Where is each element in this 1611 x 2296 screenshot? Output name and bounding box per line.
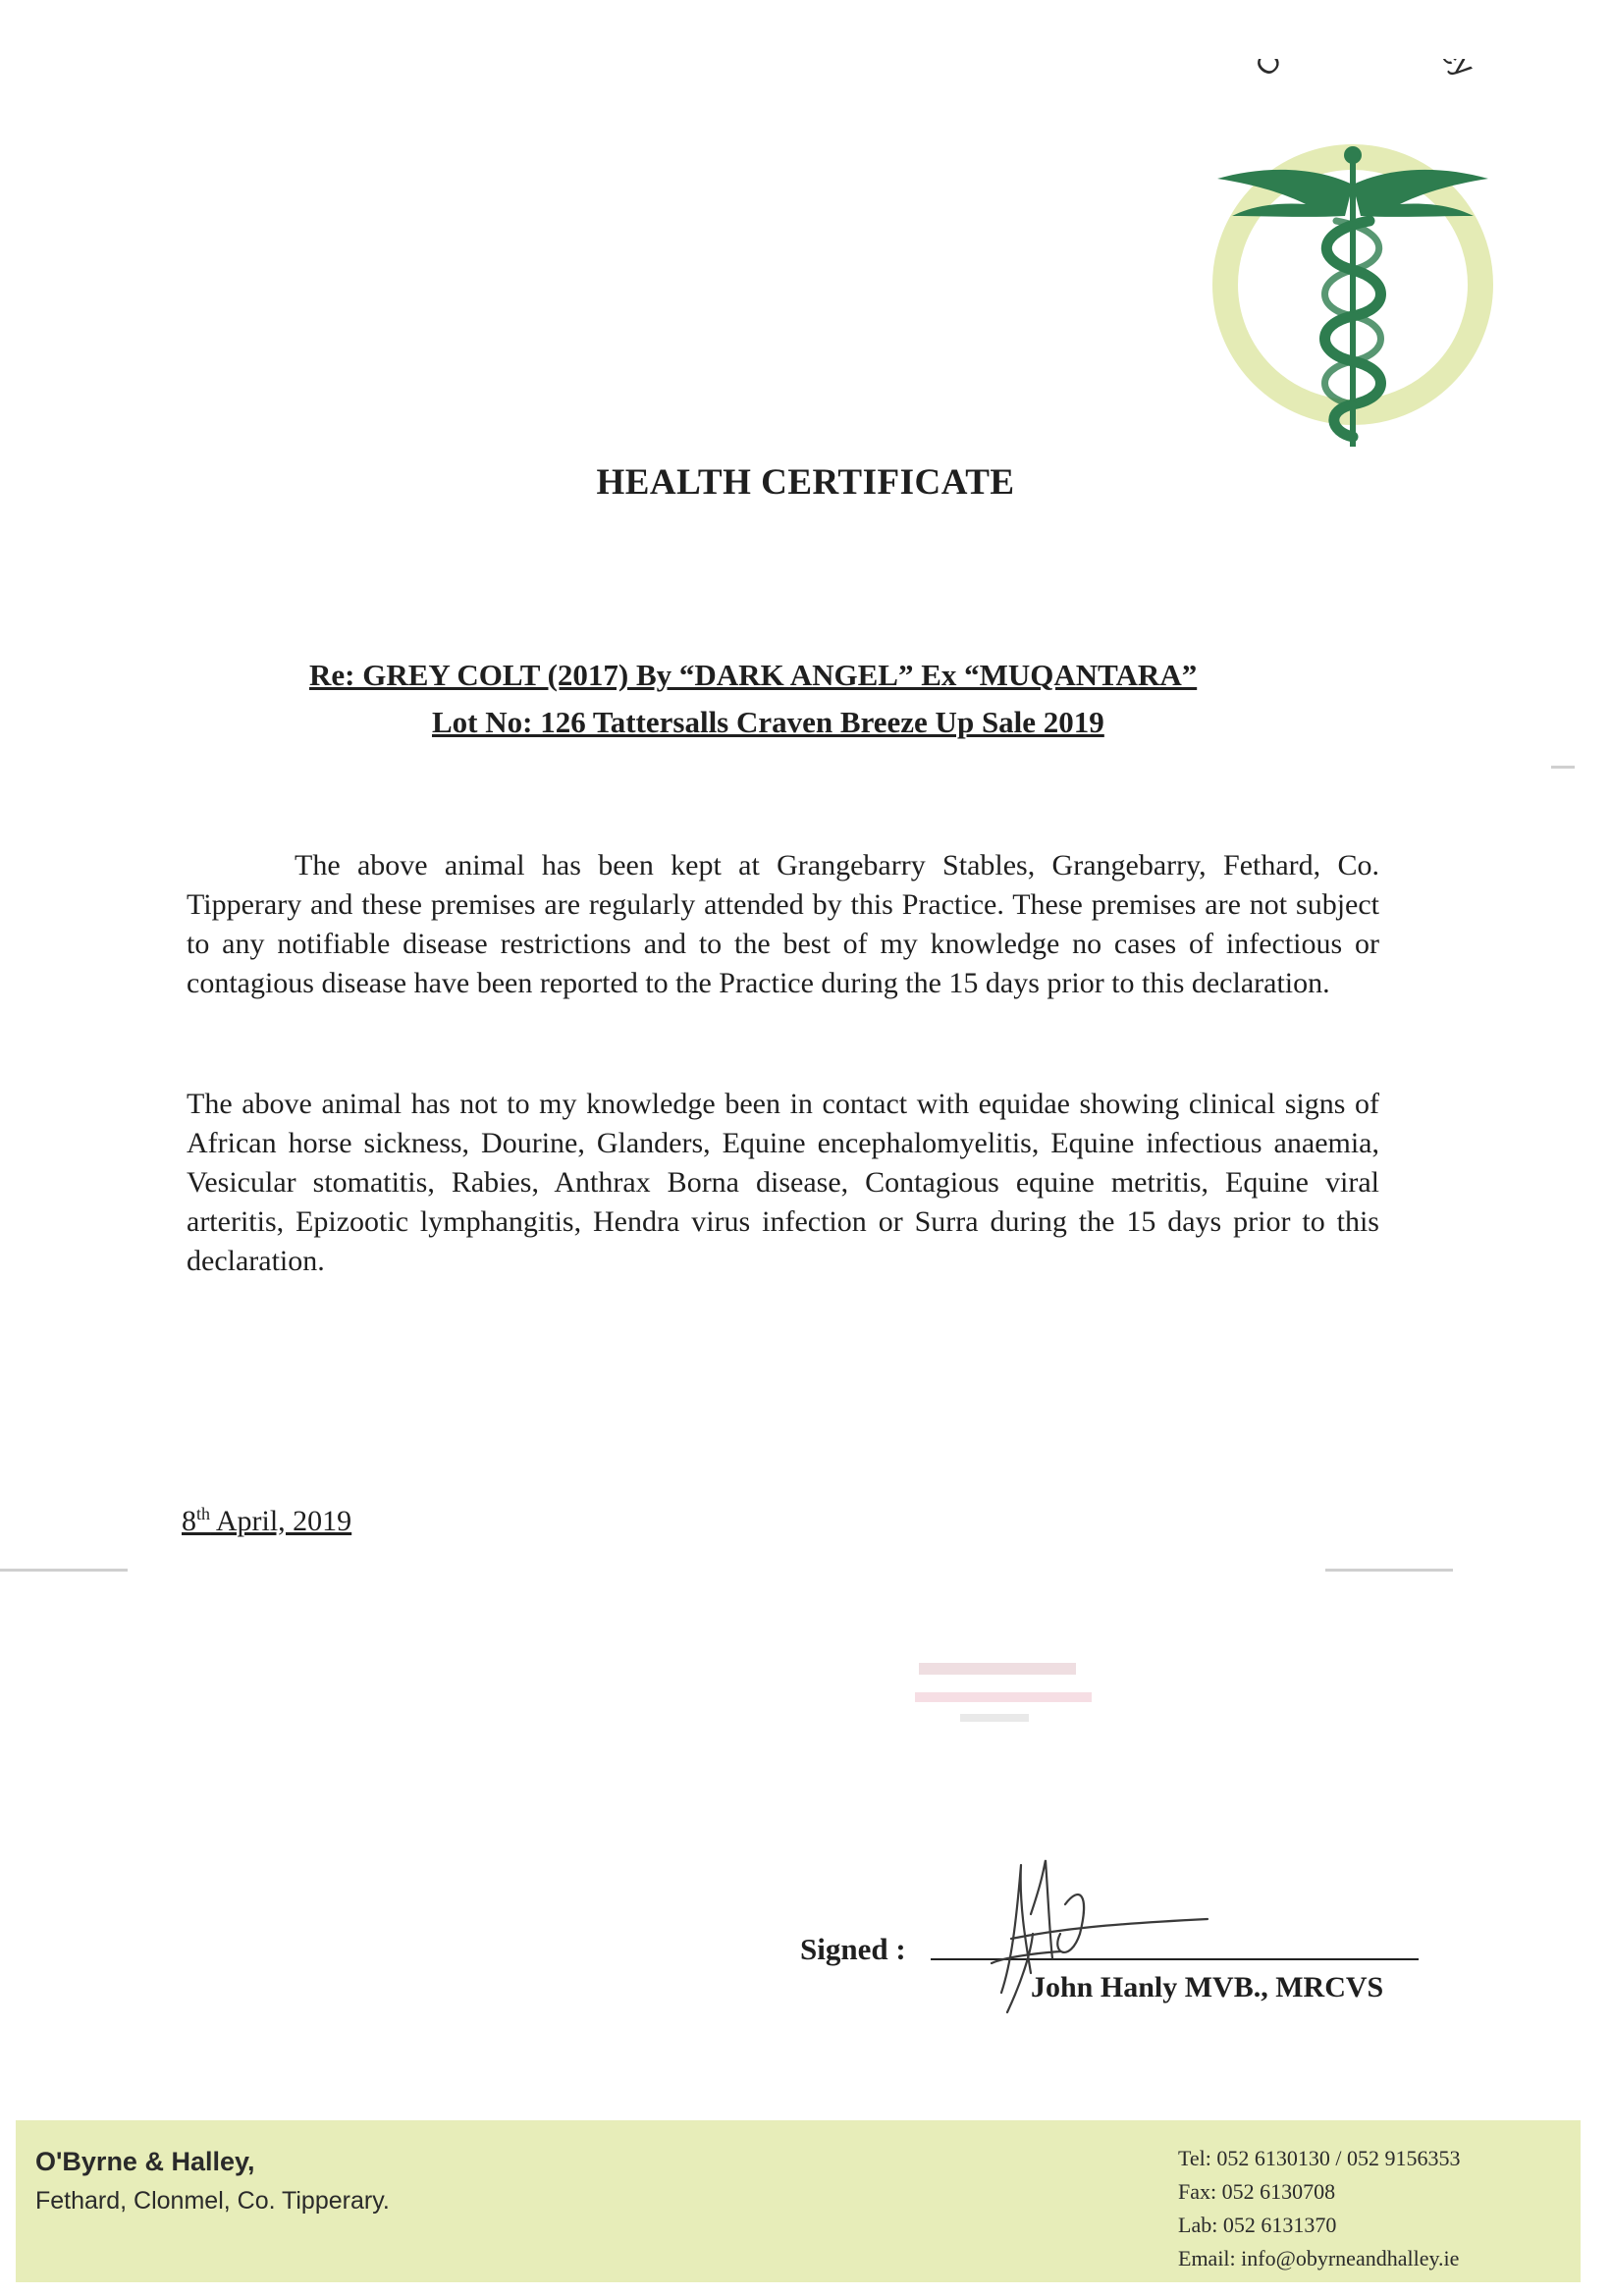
subject-line-horse: Re: GREY COLT (2017) By “DARK ANGEL” Ex “MUQANTARA” (309, 658, 1198, 692)
letterhead-logo (1198, 59, 1531, 471)
declaration-date (182, 1504, 351, 1538)
footer-fax: Fax: 052 6130708 (1178, 2179, 1336, 2204)
footer-address: Fethard, Clonmel, Co. Tipperary. (35, 2187, 390, 2215)
body-paragraph-contact: The above animal has not to my knowledge been in contact with equidae showing clinical signs of African horse sickness, Dourine, Glanders, Equine encephalomyelitis, Equine infectious anaemia, Vesicular stomatitis, Rabies, Anthrax Borna disease, Contagious equine metritis, Equine viral arteritis, Epizootic lymphangitis, Hendra virus infection or Surra during the 15 days prior to this declaration. (187, 1088, 1379, 1277)
subject-line-lot: Lot No: 126 Tattersalls Craven Breeze Up Sale 2019 (432, 705, 1104, 739)
scan-artifact (1325, 1569, 1453, 1572)
scan-artifact (1551, 766, 1575, 769)
document-title: HEALTH CERTIFICATE (596, 462, 1015, 503)
date-day: 8 (182, 1505, 196, 1537)
footer-tel: Tel: 052 6130130 / 052 9156353 (1178, 2146, 1461, 2170)
date-suffix: th (196, 1504, 211, 1523)
footer-practice-name: O'Byrne & Halley, (35, 2147, 255, 2176)
svg-text:O'Byrne & Halley (1249, 59, 1479, 82)
letterhead-footer (16, 2120, 1581, 2282)
faint-stamp (911, 1657, 1098, 1735)
caduceus-icon (1198, 59, 1531, 471)
scan-artifact (0, 1569, 128, 1572)
logo-text: O y (1249, 59, 1480, 83)
footer-contact-block (1178, 2142, 1461, 2275)
date-month-year: April, 2019 (210, 1505, 352, 1537)
signer-name: John Hanly MVB., MRCVS (1031, 1971, 1384, 2003)
footer-email: Email: info@obyrneandhalley.ie (1178, 2246, 1460, 2270)
signed-label: Signed : (800, 1932, 906, 1966)
footer-lab: Lab: 052 6131370 (1178, 2213, 1337, 2237)
body-paragraph-premises: The above animal has been kept at Grangebarry Stables, Grangebarry, Fethard, Co. Tipperary and these premises are regularly attended by this Practice. These premises are not subject to any notifiable disease restrictions and to the best of my knowledge no cases of infectious or contagious disease have been reported to the Practice during the 15 days prior to this declaration. (187, 849, 1379, 999)
